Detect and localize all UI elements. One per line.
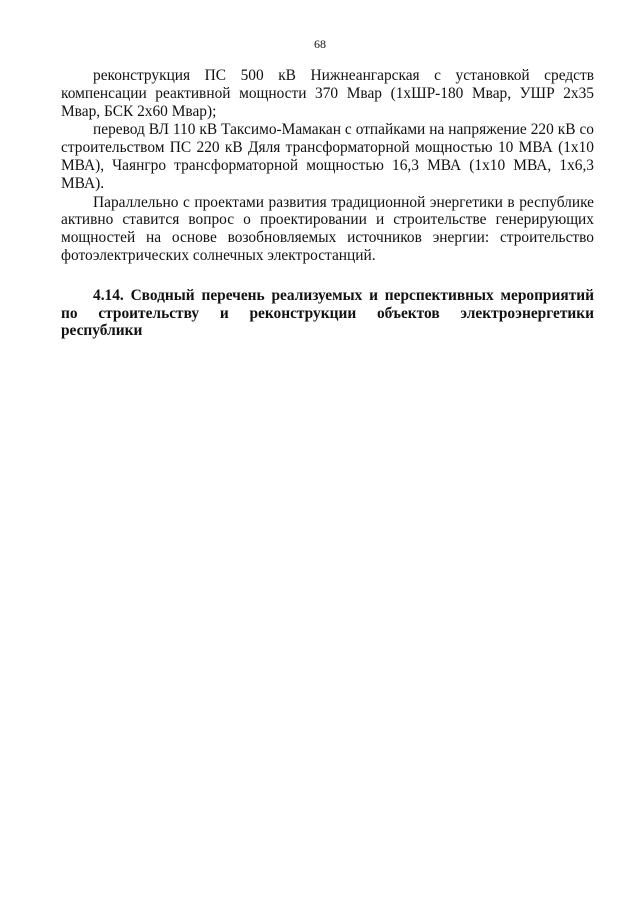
paragraph-taksimo-mamakan-line: перевод ВЛ 110 кВ Таксимо-Мамакан с отпайками на напряжение 220 кВ со строительством ПС 220 кВ Дяля трансформаторной мощностью 10 МВА (1х10 МВА), Чаянгро трансформаторной мощностью 16,3 МВА (1х10 МВА, 1х6,3 МВА). — [61, 121, 594, 192]
paragraph-renewable-energy: Параллельно с проектами развития традиционной энергетики в республике активно ставится вопрос о проектировании и строительстве генерирующих мощностей на основе возобновляемых источников энергии: строительство фотоэлектрических солнечных электростанций. — [61, 193, 594, 264]
paragraph-nizhneangarskaya-reconstruction: реконструкция ПС 500 кВ Нижнеангарская с установкой средств компенсации реактивной мощности 370 Мвар (1хШР-180 Мвар, УШР 2х35 Мвар, БСК 2х60 Мвар); — [61, 67, 594, 120]
section-heading: 4.14. Сводный перечень реализуемых и перспективных мероприятий по строительству и реконструкции объектов электроэнергетики республики — [61, 286, 594, 340]
document-body — [61, 67, 594, 340]
page-number: 68 — [314, 37, 326, 51]
